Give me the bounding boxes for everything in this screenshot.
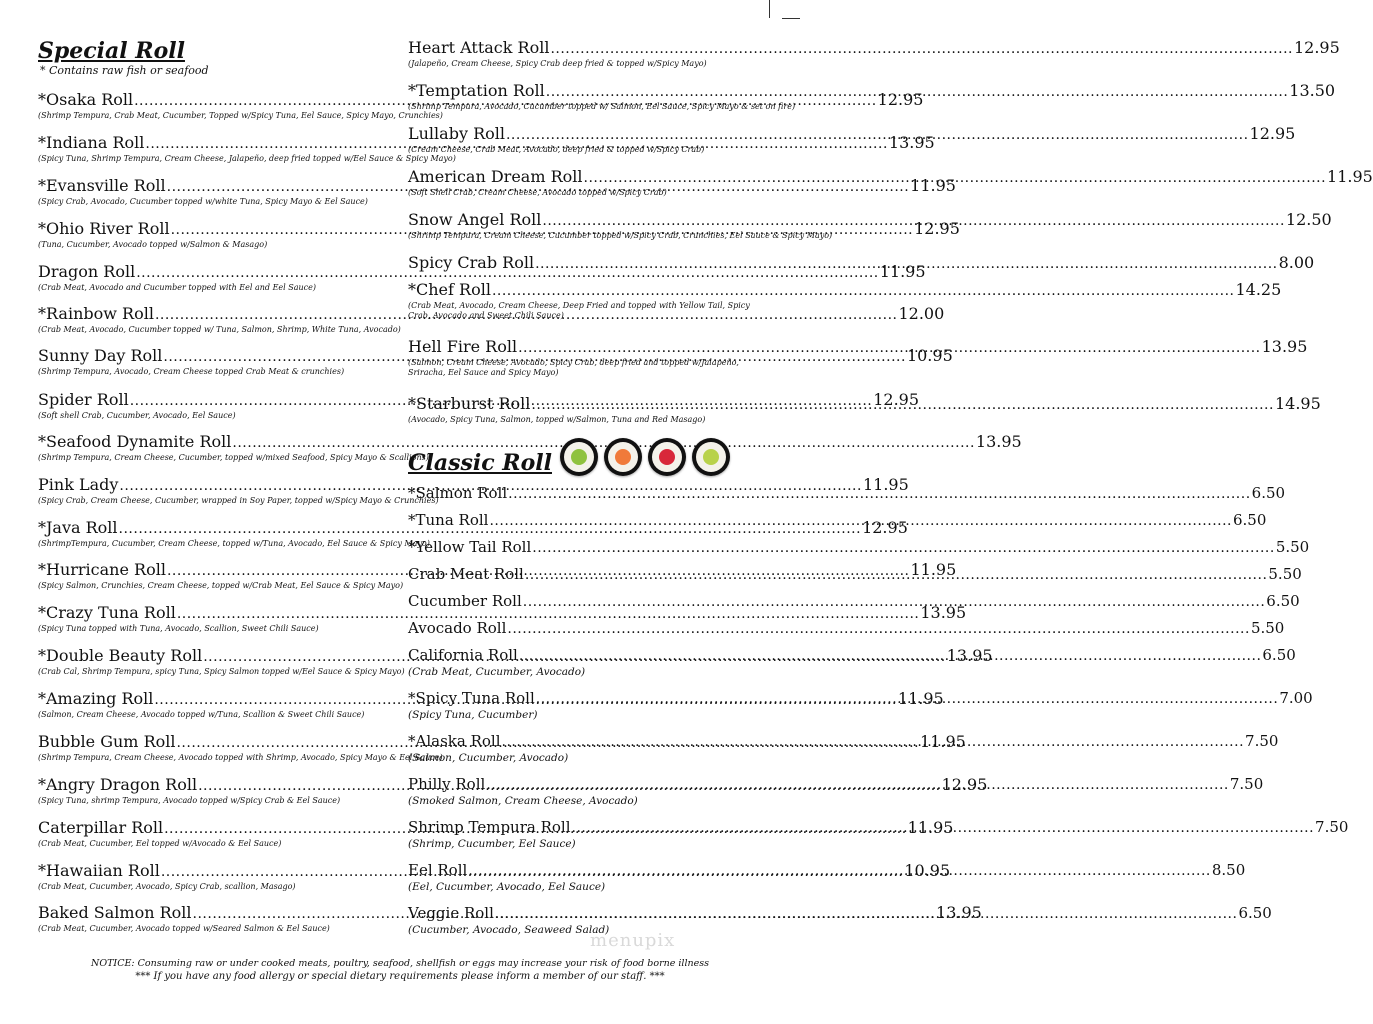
rice-ring bbox=[696, 442, 726, 472]
item-description: (Crab Meat, Avocado, Cucumber topped w/ Tuna, Salmon, Shrimp, White Tuna, Avocado) bbox=[38, 325, 401, 334]
item-name: *Yellow Tail Roll bbox=[408, 538, 532, 556]
menu-item-row bbox=[408, 538, 1310, 558]
item-description: (Cream Cheese, Crab Meat, Avocado, deep fried & topped w/Spicy Crab) bbox=[408, 145, 705, 154]
raw-fish-legend: * Contains raw fish or seafood bbox=[40, 64, 209, 77]
dot-leader bbox=[525, 566, 1268, 585]
item-name: Shrimp Tempura Roll bbox=[408, 818, 571, 836]
item-price: 11.95 bbox=[910, 176, 956, 195]
item-price: 11.95 bbox=[862, 475, 909, 494]
item-name: *Chef Roll bbox=[408, 280, 491, 299]
rice-ring bbox=[608, 442, 638, 472]
item-name: *Seafood Dynamite Roll bbox=[38, 432, 232, 451]
item-price: 11.95 bbox=[1327, 167, 1373, 186]
item-name: Baked Salmon Roll bbox=[38, 903, 192, 922]
item-description: (Spicy Crab, Avocado, Cucumber topped w/white Tuna, Spicy Mayo & Eel Sauce) bbox=[38, 197, 368, 206]
dot-leader bbox=[584, 169, 1327, 188]
item-name: Philly Roll bbox=[408, 775, 486, 793]
item-name: *Alaska Roll bbox=[408, 732, 501, 750]
dot-leader bbox=[486, 776, 1229, 795]
item-description: (Crab Meat, Avocado and Cucumber topped with Eel and Eel Sauce) bbox=[38, 283, 316, 292]
item-description: (Crab Meat, Avocado, Cream Cheese, Deep Fried and topped with Yellow Tail, Spicy Crab, Avocado and Sweet Chili Sauce) bbox=[408, 301, 750, 320]
dot-leader bbox=[518, 339, 1261, 358]
item-price: 11.95 bbox=[897, 689, 944, 708]
dot-leader bbox=[495, 905, 1238, 924]
item-name: Eel Roll bbox=[408, 861, 468, 879]
crop-mark bbox=[782, 18, 800, 19]
item-price: 12.95 bbox=[1293, 38, 1340, 57]
item-name: Hell Fire Roll bbox=[408, 337, 518, 356]
item-description: (Eel, Cucumber, Avocado, Eel Sauce) bbox=[408, 881, 606, 893]
item-description: (Spicy Salmon, Crunchies, Cream Cheese, topped w/Crab Meat, Eel Sauce & Spicy Mayo) bbox=[38, 581, 404, 590]
item-description: (ShrimpTempura, Cucumber, Cream Cheese, topped w/Tuna, Avocado, Eel Sauce & Spicy Mayo) bbox=[38, 539, 430, 548]
dot-leader bbox=[535, 255, 1278, 274]
roll-filling bbox=[703, 449, 719, 465]
item-price: 7.50 bbox=[1229, 775, 1264, 793]
item-description: (Crab Meat, Cucumber, Avocado, Spicy Crab, scallion, Masago) bbox=[38, 882, 296, 891]
menu-item bbox=[408, 167, 1373, 198]
menu-item-row bbox=[38, 603, 967, 624]
item-price: 12.95 bbox=[877, 90, 924, 109]
item-price: 13.50 bbox=[1289, 81, 1336, 100]
roll-filling bbox=[571, 449, 587, 465]
item-description: (Salmon, Cream Cheese, Avocado, Spicy Crab, deep fried and topped w/Jalapeño, Sriracha, Eel Sauce and Spicy Mayo) bbox=[408, 358, 739, 377]
item-price: 13.95 bbox=[946, 646, 993, 665]
dot-leader bbox=[532, 539, 1275, 558]
item-name: Spicy Crab Roll bbox=[408, 253, 535, 272]
rice-ring bbox=[652, 442, 682, 472]
item-description: (Spicy Tuna, Shrimp Tempura, Cream Cheese, Jalapeño, deep fried topped w/Eel Sauce & Spicy Mayo) bbox=[38, 154, 456, 163]
item-price: 8.50 bbox=[1211, 861, 1246, 879]
rice-ring bbox=[564, 442, 594, 472]
item-name: *Starburst Roll bbox=[408, 394, 531, 413]
item-name: *Salmon Roll bbox=[408, 484, 508, 502]
item-price: 13.95 bbox=[1261, 337, 1308, 356]
dot-leader bbox=[502, 733, 1245, 752]
item-price: 13.95 bbox=[920, 603, 967, 622]
item-description: (Shrimp Tempura, Cream Cheese, Cucumber topped w/Spicy Crab, Crunchies, Eel Sauce & Spicy Mayo) bbox=[408, 231, 833, 240]
item-price: 13.95 bbox=[888, 133, 935, 152]
item-price: 6.50 bbox=[1266, 592, 1300, 610]
dot-leader bbox=[507, 620, 1250, 639]
item-name: *Spicy Tuna Roll bbox=[408, 689, 535, 707]
tuna-roll-icon bbox=[648, 438, 686, 476]
item-price: 11.95 bbox=[920, 732, 966, 751]
item-name: *Evansville Roll bbox=[38, 176, 166, 195]
notice bbox=[40, 958, 760, 983]
dot-leader bbox=[550, 40, 1293, 59]
item-name: California Roll bbox=[408, 646, 518, 664]
item-name: *Double Beauty Roll bbox=[38, 646, 203, 665]
item-price: 12.00 bbox=[898, 304, 945, 323]
menu-item bbox=[408, 592, 1300, 612]
special-roll-header bbox=[38, 38, 209, 78]
item-name: Spider Roll bbox=[38, 390, 129, 409]
item-price: 12.50 bbox=[1285, 210, 1332, 229]
item-price: 13.95 bbox=[936, 903, 982, 922]
classic-roll-header bbox=[408, 450, 552, 476]
item-price: 11.95 bbox=[910, 560, 957, 579]
avocado-roll-icon bbox=[692, 438, 730, 476]
item-description: (Salmon, Cucumber, Avocado) bbox=[408, 752, 569, 764]
item-name: *Hurricane Roll bbox=[38, 560, 166, 579]
item-description: (Salmon, Cream Cheese, Avocado topped w/Tuna, Scallion & Sweet Chili Sauce) bbox=[38, 710, 365, 719]
menu-item bbox=[408, 619, 1285, 639]
item-description: (Soft shell Crab, Cucumber, Avocado, Eel Sauce) bbox=[38, 411, 236, 420]
item-price: 7.00 bbox=[1279, 689, 1313, 707]
item-name: Avocado Roll bbox=[408, 619, 507, 637]
dot-leader bbox=[519, 647, 1262, 666]
dot-leader bbox=[546, 83, 1289, 102]
dot-leader bbox=[489, 512, 1232, 531]
item-description: (Spicy Tuna topped with Tuna, Avocado, Scallion, Sweet Chili Sauce) bbox=[38, 624, 319, 633]
dot-leader bbox=[506, 126, 1249, 145]
roll-filling bbox=[615, 449, 631, 465]
item-description: (Shrimp Tempura, Cream Cheese, Avocado topped with Shrimp, Avocado, Spicy Mayo & Eel Sauce) bbox=[38, 753, 443, 762]
item-description: (Tuna, Cucumber, Avocado topped w/Salmon & Masago) bbox=[38, 240, 268, 249]
item-price: 12.95 bbox=[914, 219, 960, 238]
watermark: menupix bbox=[590, 930, 676, 951]
classic-roll-title: Classic Roll bbox=[408, 450, 552, 476]
item-name: Caterpillar Roll bbox=[38, 818, 164, 837]
dot-leader bbox=[542, 212, 1285, 231]
item-name: *Ohio River Roll bbox=[38, 219, 170, 238]
item-price: 5.50 bbox=[1275, 538, 1310, 556]
item-price: 6.50 bbox=[1251, 484, 1286, 502]
item-name: *Angry Dragon Roll bbox=[38, 775, 198, 794]
item-price: 13.95 bbox=[975, 432, 1022, 451]
dot-leader bbox=[492, 282, 1235, 301]
item-name: Pink Lady bbox=[38, 475, 119, 494]
item-price: 8.00 bbox=[1278, 253, 1315, 272]
item-name: Cucumber Roll bbox=[408, 592, 522, 610]
item-description: (Shrimp, Cucumber, Eel Sauce) bbox=[408, 838, 576, 850]
crop-mark bbox=[769, 0, 792, 18]
menu-item-row bbox=[38, 432, 1022, 453]
menu-item-row bbox=[408, 592, 1300, 612]
item-description: (Jalapeño, Cream Cheese, Spicy Crab deep fried & topped w/Spicy Mayo) bbox=[408, 59, 707, 68]
item-name: Veggie Roll bbox=[408, 904, 494, 922]
item-description: (Shrimp Tempura, Avocado, Cucumber topped w/ Salmon, Eel Sauce, Spicy Mayo & set on fire) bbox=[408, 102, 796, 111]
dot-leader bbox=[523, 593, 1266, 612]
item-price: 14.25 bbox=[1235, 280, 1282, 299]
item-name: Bubble Gum Roll bbox=[38, 732, 176, 751]
item-name: *Crazy Tuna Roll bbox=[38, 603, 176, 622]
item-name: Dragon Roll bbox=[38, 262, 136, 281]
menu-item bbox=[408, 538, 1310, 558]
cucumber-roll-icon bbox=[560, 438, 598, 476]
dot-leader bbox=[531, 396, 1274, 415]
item-price: 14.95 bbox=[1274, 394, 1321, 413]
item-price: 6.50 bbox=[1238, 904, 1272, 922]
item-price: 7.50 bbox=[1315, 818, 1349, 836]
item-description: (Spicy Tuna, Cucumber) bbox=[408, 709, 538, 721]
menu-item bbox=[408, 38, 1340, 69]
item-description: (Spicy Tuna, shrimp Tempura, Avocado topped w/Spicy Crab & Eel Sauce) bbox=[38, 796, 341, 805]
item-price: 7.50 bbox=[1245, 732, 1279, 750]
item-description: (Shrimp Tempura, Crab Meat, Cucumber, Topped w/Spicy Tuna, Eel Sauce, Spicy Mayo, Crunchies) bbox=[38, 111, 443, 120]
item-name: Crab Meat Roll bbox=[408, 565, 524, 583]
item-description: (Crab Meat, Cucumber, Avocado) bbox=[408, 666, 586, 678]
sushi-images bbox=[560, 438, 730, 476]
item-name: *Tuna Roll bbox=[408, 511, 489, 529]
item-name: *Rainbow Roll bbox=[38, 304, 154, 323]
roll-filling bbox=[659, 449, 675, 465]
item-price: 11.95 bbox=[907, 818, 954, 837]
item-description: (Avocado, Spicy Tuna, Salmon, topped w/Salmon, Tuna and Red Masago) bbox=[408, 415, 706, 424]
item-name: *Temptation Roll bbox=[408, 81, 545, 100]
allergy-notice: *** If you have any food allergy or special dietary requirements please inform a member of our staff. *** bbox=[135, 971, 665, 982]
item-price: 6.50 bbox=[1262, 646, 1296, 664]
menu-item-row bbox=[408, 280, 1282, 301]
menu-item-row bbox=[408, 38, 1340, 59]
dot-leader bbox=[508, 485, 1251, 504]
item-name: *Hawaiian Roll bbox=[38, 861, 160, 880]
item-price: 12.95 bbox=[941, 775, 988, 794]
dot-leader bbox=[536, 690, 1279, 709]
item-name: *Osaka Roll bbox=[38, 90, 134, 109]
item-name: *Java Roll bbox=[38, 518, 118, 537]
item-price: 12.95 bbox=[1249, 124, 1296, 143]
menu-item-row bbox=[408, 167, 1373, 188]
item-description: (Cucumber, Avocado, Seaweed Salad) bbox=[408, 924, 610, 936]
item-description: (Crab Cal, Shrimp Tempura, spicy Tuna, Spicy Salmon topped w/Eel Sauce & Spicy Mayo) bbox=[38, 667, 405, 676]
item-name: Heart Attack Roll bbox=[408, 38, 550, 57]
item-description: (Soft Shell Crab, Cream Cheese, Avocado topped w/Spicy Crab) bbox=[408, 188, 667, 197]
item-name: Snow Angel Roll bbox=[408, 210, 542, 229]
item-description: (Shrimp Tempura, Cream Cheese, Cucumber, topped w/mixed Seafood, Spicy Mayo & Scallions) bbox=[38, 453, 429, 462]
item-name: Lullaby Roll bbox=[408, 124, 505, 143]
special-roll-title: Special Roll bbox=[38, 38, 185, 64]
item-description: (Smoked Salmon, Cream Cheese, Avocado) bbox=[408, 795, 638, 807]
item-name: Sunny Day Roll bbox=[38, 346, 163, 365]
food-safety-notice: NOTICE: Consuming raw or under cooked meats, poultry, seafood, shellfish or eggs may increase your risk of food borne illness bbox=[91, 958, 709, 969]
item-price: 12.95 bbox=[873, 390, 920, 409]
item-name: *Indiana Roll bbox=[38, 133, 145, 152]
item-price: 11.95 bbox=[879, 262, 926, 281]
item-price: 6.50 bbox=[1233, 511, 1267, 529]
item-description: (Crab Meat, Cucumber, Eel topped w/Avocado & Eel Sauce) bbox=[38, 839, 282, 848]
dot-leader bbox=[468, 862, 1211, 881]
item-price: 10.95 bbox=[906, 346, 953, 365]
item-price: 12.95 bbox=[862, 518, 908, 537]
item-price: 5.50 bbox=[1268, 565, 1302, 583]
item-name: *Amazing Roll bbox=[38, 689, 154, 708]
menu-item-row bbox=[408, 619, 1285, 639]
item-price: 5.50 bbox=[1250, 619, 1285, 637]
item-description: (Crab Meat, Cucumber, Avocado topped w/Seared Salmon & Eel Sauce) bbox=[38, 924, 330, 933]
salmon-roll-icon bbox=[604, 438, 642, 476]
item-name: American Dream Roll bbox=[408, 167, 583, 186]
item-price: 10.95 bbox=[904, 861, 951, 880]
item-description: (Shrimp Tempura, Avocado, Cream Cheese topped Crab Meat & crunchies) bbox=[38, 367, 345, 376]
item-description: (Spicy Crab, Cream Cheese, Cucumber, wrapped in Soy Paper, topped w/Spicy Mayo & Crunchies) bbox=[38, 496, 439, 505]
dot-leader bbox=[572, 819, 1315, 838]
